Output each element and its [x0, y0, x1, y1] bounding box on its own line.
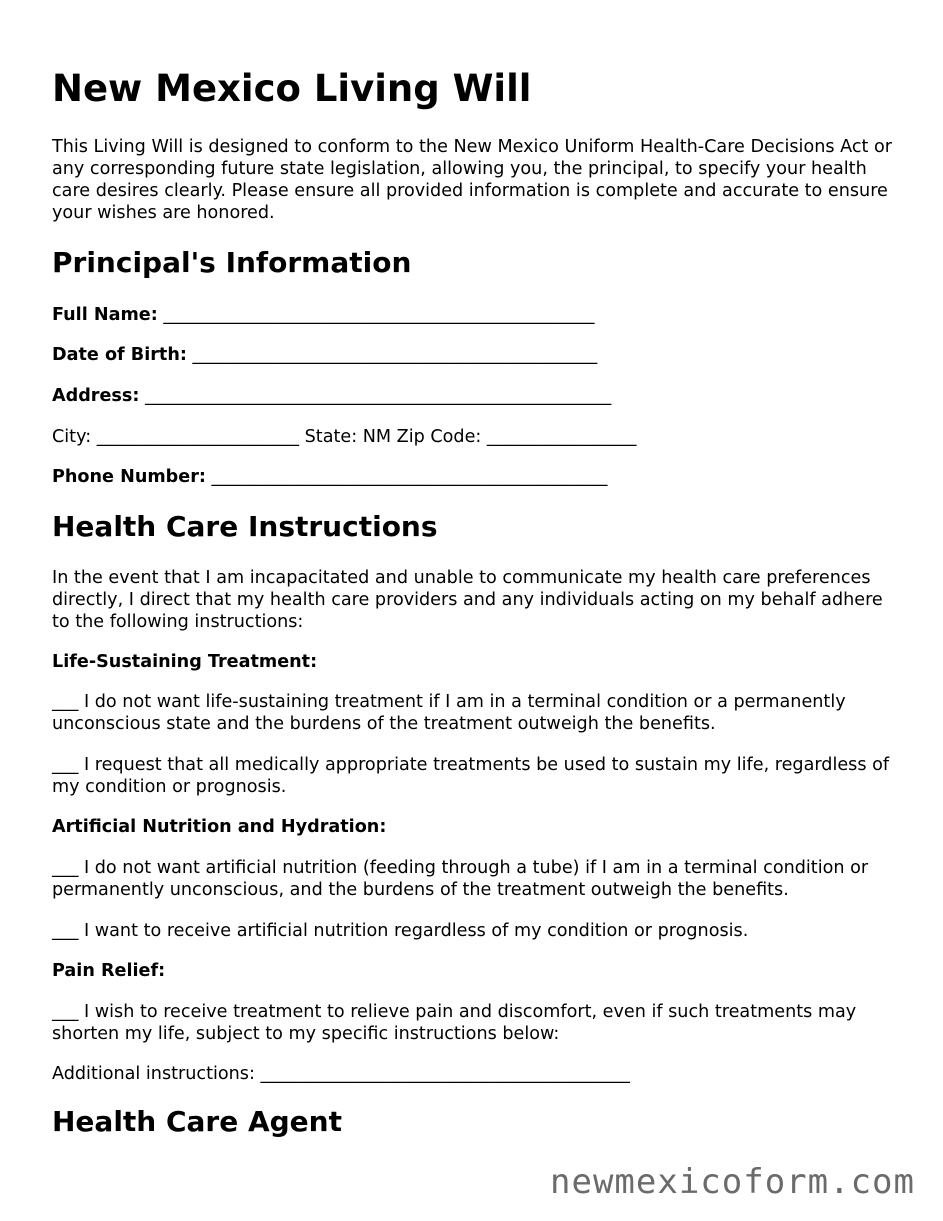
pain-relief-label: Pain Relief: — [52, 961, 166, 981]
dob-row — [52, 344, 902, 366]
pain-relief-option[interactable]: ___ I wish to receive treatment to relieve pain and discomfort, even if such treatments may shorten my life, subject to my specific instructions below: — [52, 1002, 857, 1044]
principal-heading: Principal's Information — [52, 246, 412, 279]
life-sustaining-option-request[interactable]: ___ I request that all medically appropriate treatments be used to sustain my life, regardless of my condition or prognosis. — [52, 755, 890, 797]
site-watermark: newmexicoform.com — [550, 1162, 915, 1202]
nutrition-label: Artificial Nutrition and Hydration: — [52, 817, 387, 837]
address-field[interactable]: _____________________________________________________ — [145, 386, 612, 406]
address-row — [52, 385, 902, 407]
dob-field[interactable]: ______________________________________________ — [192, 345, 598, 365]
nutrition-option-decline[interactable]: ___ I do not want artificial nutrition (feeding through a tube) if I am in a terminal condition or permanently unconscious, and the burdens of the treatment outweigh the benefits. — [52, 858, 869, 900]
life-sustaining-option-decline[interactable]: ___ I do not want life-sustaining treatment if I am in a terminal condition or a permanently unconscious state and the burdens of the treatment outweigh the benefits. — [52, 692, 846, 734]
full-name-row — [52, 304, 902, 326]
phone-row — [52, 466, 902, 488]
nutrition-option-receive[interactable]: ___ I want to receive artificial nutrition regardless of my condition or prognosis. — [52, 921, 749, 941]
address-label: Address: — [52, 386, 140, 406]
additional-instructions-label: Additional instructions: — [52, 1064, 255, 1084]
instructions-intro: In the event that I am incapacitated and unable to communicate my health care preferences directly, I direct that my health care providers and any individuals acting on my behalf adhere to the following instructions: — [52, 568, 883, 632]
full-name-field[interactable]: _________________________________________________ — [163, 305, 595, 325]
city-state-zip-row[interactable]: City: _______________________ State: NM Zip Code: _________________ — [52, 427, 637, 447]
full-name-label: Full Name: — [52, 305, 158, 325]
dob-label: Date of Birth: — [52, 345, 187, 365]
additional-instructions-field[interactable]: __________________________________________ — [260, 1064, 630, 1084]
additional-instructions-row — [52, 1063, 902, 1085]
instructions-heading: Health Care Instructions — [52, 510, 438, 543]
document-title: New Mexico Living Will — [52, 67, 532, 110]
phone-label: Phone Number: — [52, 467, 206, 487]
intro-paragraph: This Living Will is designed to conform to the New Mexico Uniform Health-Care Decisions Act or any corresponding future state legislation, allowing you, the principal, to specify your health care desires clearly. Please ensure all provided information is complete and accurate to ensure your wishes are honored. — [52, 137, 893, 223]
life-sustaining-label: Life-Sustaining Treatment: — [52, 652, 318, 672]
phone-field[interactable]: _____________________________________________ — [211, 467, 608, 487]
agent-heading: Health Care Agent — [52, 1105, 342, 1138]
